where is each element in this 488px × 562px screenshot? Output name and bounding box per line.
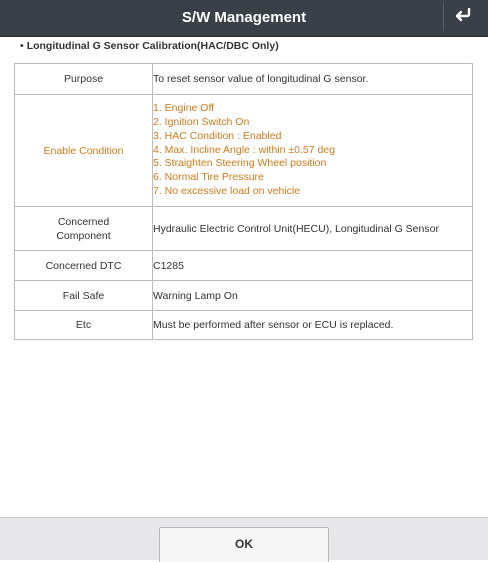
condition-item: 2. Ignition Switch On [153,116,250,128]
table-row-fail-safe [15,281,473,311]
condition-item: 5. Straighten Steering Wheel position [153,157,327,170]
back-button[interactable] [443,3,482,31]
procedure-title-text: Longitudinal G Sensor Calibration(HAC/DBC Only) [26,40,279,52]
condition-item: 3. HAC Condition : Enabled [153,129,282,142]
table-row-concerned-component [15,207,473,251]
footer-bar [0,517,488,560]
row-value: Must be performed after sensor or ECU is replaced. [153,311,473,340]
procedure-title [20,40,279,52]
table-row-concerned-dtc [15,251,473,281]
row-label: Purpose [15,64,153,95]
bullet: • [20,40,24,52]
table-row-etc [15,311,473,340]
row-label-line: Concerned [57,215,110,228]
row-value: Warning Lamp On [153,281,473,311]
table-row-enable-condition [15,95,473,207]
condition-item: 6. Normal Tire Pressure [153,171,264,184]
row-value: Hydraulic Electric Control Unit(HECU), Longitudinal G Sensor [153,207,473,251]
ok-button[interactable]: OK [159,527,329,562]
condition-item: 1. Engine Off [153,102,215,115]
page-title: S/W Management [181,9,307,26]
condition-item: 4. Max. Incline Angle : within ±0.57 deg [153,143,336,156]
row-label: Fail Safe [15,281,153,311]
return-arrow-icon [454,8,472,27]
row-label [15,207,153,251]
row-label: Concerned DTC [15,251,153,281]
row-label: Enable Condition [15,95,153,207]
row-label: Etc [15,311,153,340]
condition-list [153,95,473,207]
procedure-info-table [14,63,473,340]
row-label-line: Component [56,229,111,242]
condition-item: 7. No excessive load on vehicle [153,184,301,197]
title-bar [0,0,488,37]
row-value: C1285 [153,251,473,281]
table-row-purpose [15,64,473,95]
row-value: To reset sensor value of longitudinal G sensor. [153,64,473,95]
